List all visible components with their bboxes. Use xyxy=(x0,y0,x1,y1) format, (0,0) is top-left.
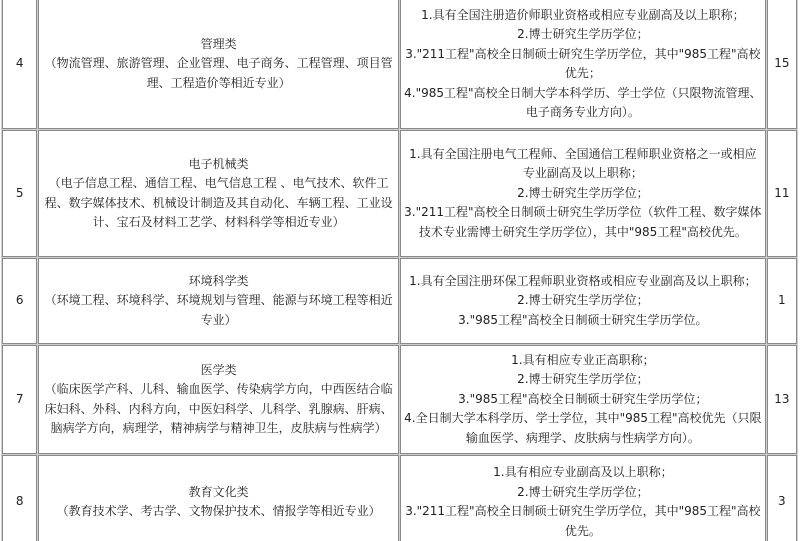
requirements-cell xyxy=(400,130,766,257)
category-name: 管理类 xyxy=(200,36,237,51)
headcount: 11 xyxy=(767,130,797,257)
table-row xyxy=(2,0,797,129)
headcount: 15 xyxy=(767,0,797,129)
requirement-line: 4."985工程"高校全日制大学本科学历、学士学位（只限物流管理、电子商务专业方向）。 xyxy=(404,85,762,119)
category-name: 环境科学类 xyxy=(188,273,249,288)
requirement-line: 3."985工程"高校全日制硕士研究生学历学位。 xyxy=(458,312,708,327)
category-cell xyxy=(38,455,399,541)
requirement-line: 3."211工程"高校全日制硕士研究生学历学位，其中"985工程"高校优先； xyxy=(405,46,761,80)
requirement-line: 1.具有全国注册环保工程师职业资格或相应专业副高及以上职称； xyxy=(409,273,757,288)
category-cell xyxy=(38,258,399,344)
requirement-line: 3."211工程"高校全日制硕士研究生学历学位，其中"985工程"高校优先。 xyxy=(405,504,761,538)
row-number: 6 xyxy=(2,258,37,344)
requirement-line: 1.具有全国注册造价师职业资格或相应专业副高及以上职称； xyxy=(421,7,745,22)
requirement-line: 1.具有相应专业正高职称； xyxy=(511,352,655,367)
requirement-line: 2.博士研究生学历学位； xyxy=(517,484,649,499)
headcount: 3 xyxy=(767,455,797,541)
category-cell xyxy=(38,130,399,257)
table-row xyxy=(2,130,797,257)
requirements-cell xyxy=(400,0,766,129)
category-cell xyxy=(38,345,399,454)
requirement-line: 2.博士研究生学历学位； xyxy=(517,27,649,41)
category-detail: （环境工程、环境科学、环境规划与管理、能源与环境工程等相近专业） xyxy=(44,293,393,327)
headcount: 1 xyxy=(767,258,797,344)
category-name: 医学类 xyxy=(200,362,237,377)
requirement-line: 1.具有全国注册电气工程师、全国通信工程师职业资格之一或相应专业副高及以上职称； xyxy=(409,146,757,181)
category-name: 教育文化类 xyxy=(188,484,249,499)
row-number: 8 xyxy=(2,455,37,541)
row-number: 7 xyxy=(2,345,37,454)
requirements-cell xyxy=(400,345,766,454)
requirements-cell xyxy=(400,258,766,344)
headcount: 13 xyxy=(767,345,797,454)
category-detail: （电子信息工程、通信工程、电气信息工程 、电气技术、软件工程、数字媒体技术、机械设计制造及其自动化、车辆工程、工业设计、宝石及材料工艺学、材料科学等相近专业） xyxy=(44,176,393,229)
requirement-line: 2.博士研究生学历学位； xyxy=(517,293,649,308)
requirement-line: 1.具有相应专业副高及以上职称； xyxy=(493,465,673,479)
requirement-line: 4.全日制大学本科学历、学士学位，其中"985工程"高校优先（只限输血医学、病理学、皮肤病与性病学方向）。 xyxy=(404,411,762,445)
row-number: 5 xyxy=(2,130,37,257)
category-name: 电子机械类 xyxy=(188,156,249,171)
table-row xyxy=(2,455,797,541)
table-row xyxy=(2,345,797,454)
requirement-line: 2.博士研究生学历学位； xyxy=(517,185,649,200)
requirement-line: 3."985工程"高校全日制硕士研究生学历学位； xyxy=(458,391,708,406)
recruitment-table xyxy=(1,0,798,541)
requirement-line: 3."211工程"高校全日制硕士研究生学历学位（软件工程、数字媒体技术专业需博士研究生学历学位），其中"985工程"高校优先。 xyxy=(404,205,762,239)
category-cell xyxy=(38,0,399,129)
category-detail: （物流管理、旅游管理、企业管理、电子商务、工程管理、项目管理、工程造价等相近专业） xyxy=(44,56,393,90)
category-detail: （临床医学产科、儿科、输血医学、传染病学方向，中西医结合临床妇科、外科、内科方向，中医妇科学、儿科学、乳腺病、肝病、脑病学方向，病理学，精神病学与精神卫生，皮肤病与性病学） xyxy=(44,382,393,435)
requirements-cell xyxy=(400,455,766,541)
category-detail: （教育技术学、考古学、文物保护技术、情报学等相近专业） xyxy=(56,504,381,518)
requirement-line: 2.博士研究生学历学位； xyxy=(517,372,649,387)
table-row xyxy=(2,258,797,344)
row-number: 4 xyxy=(2,0,37,129)
